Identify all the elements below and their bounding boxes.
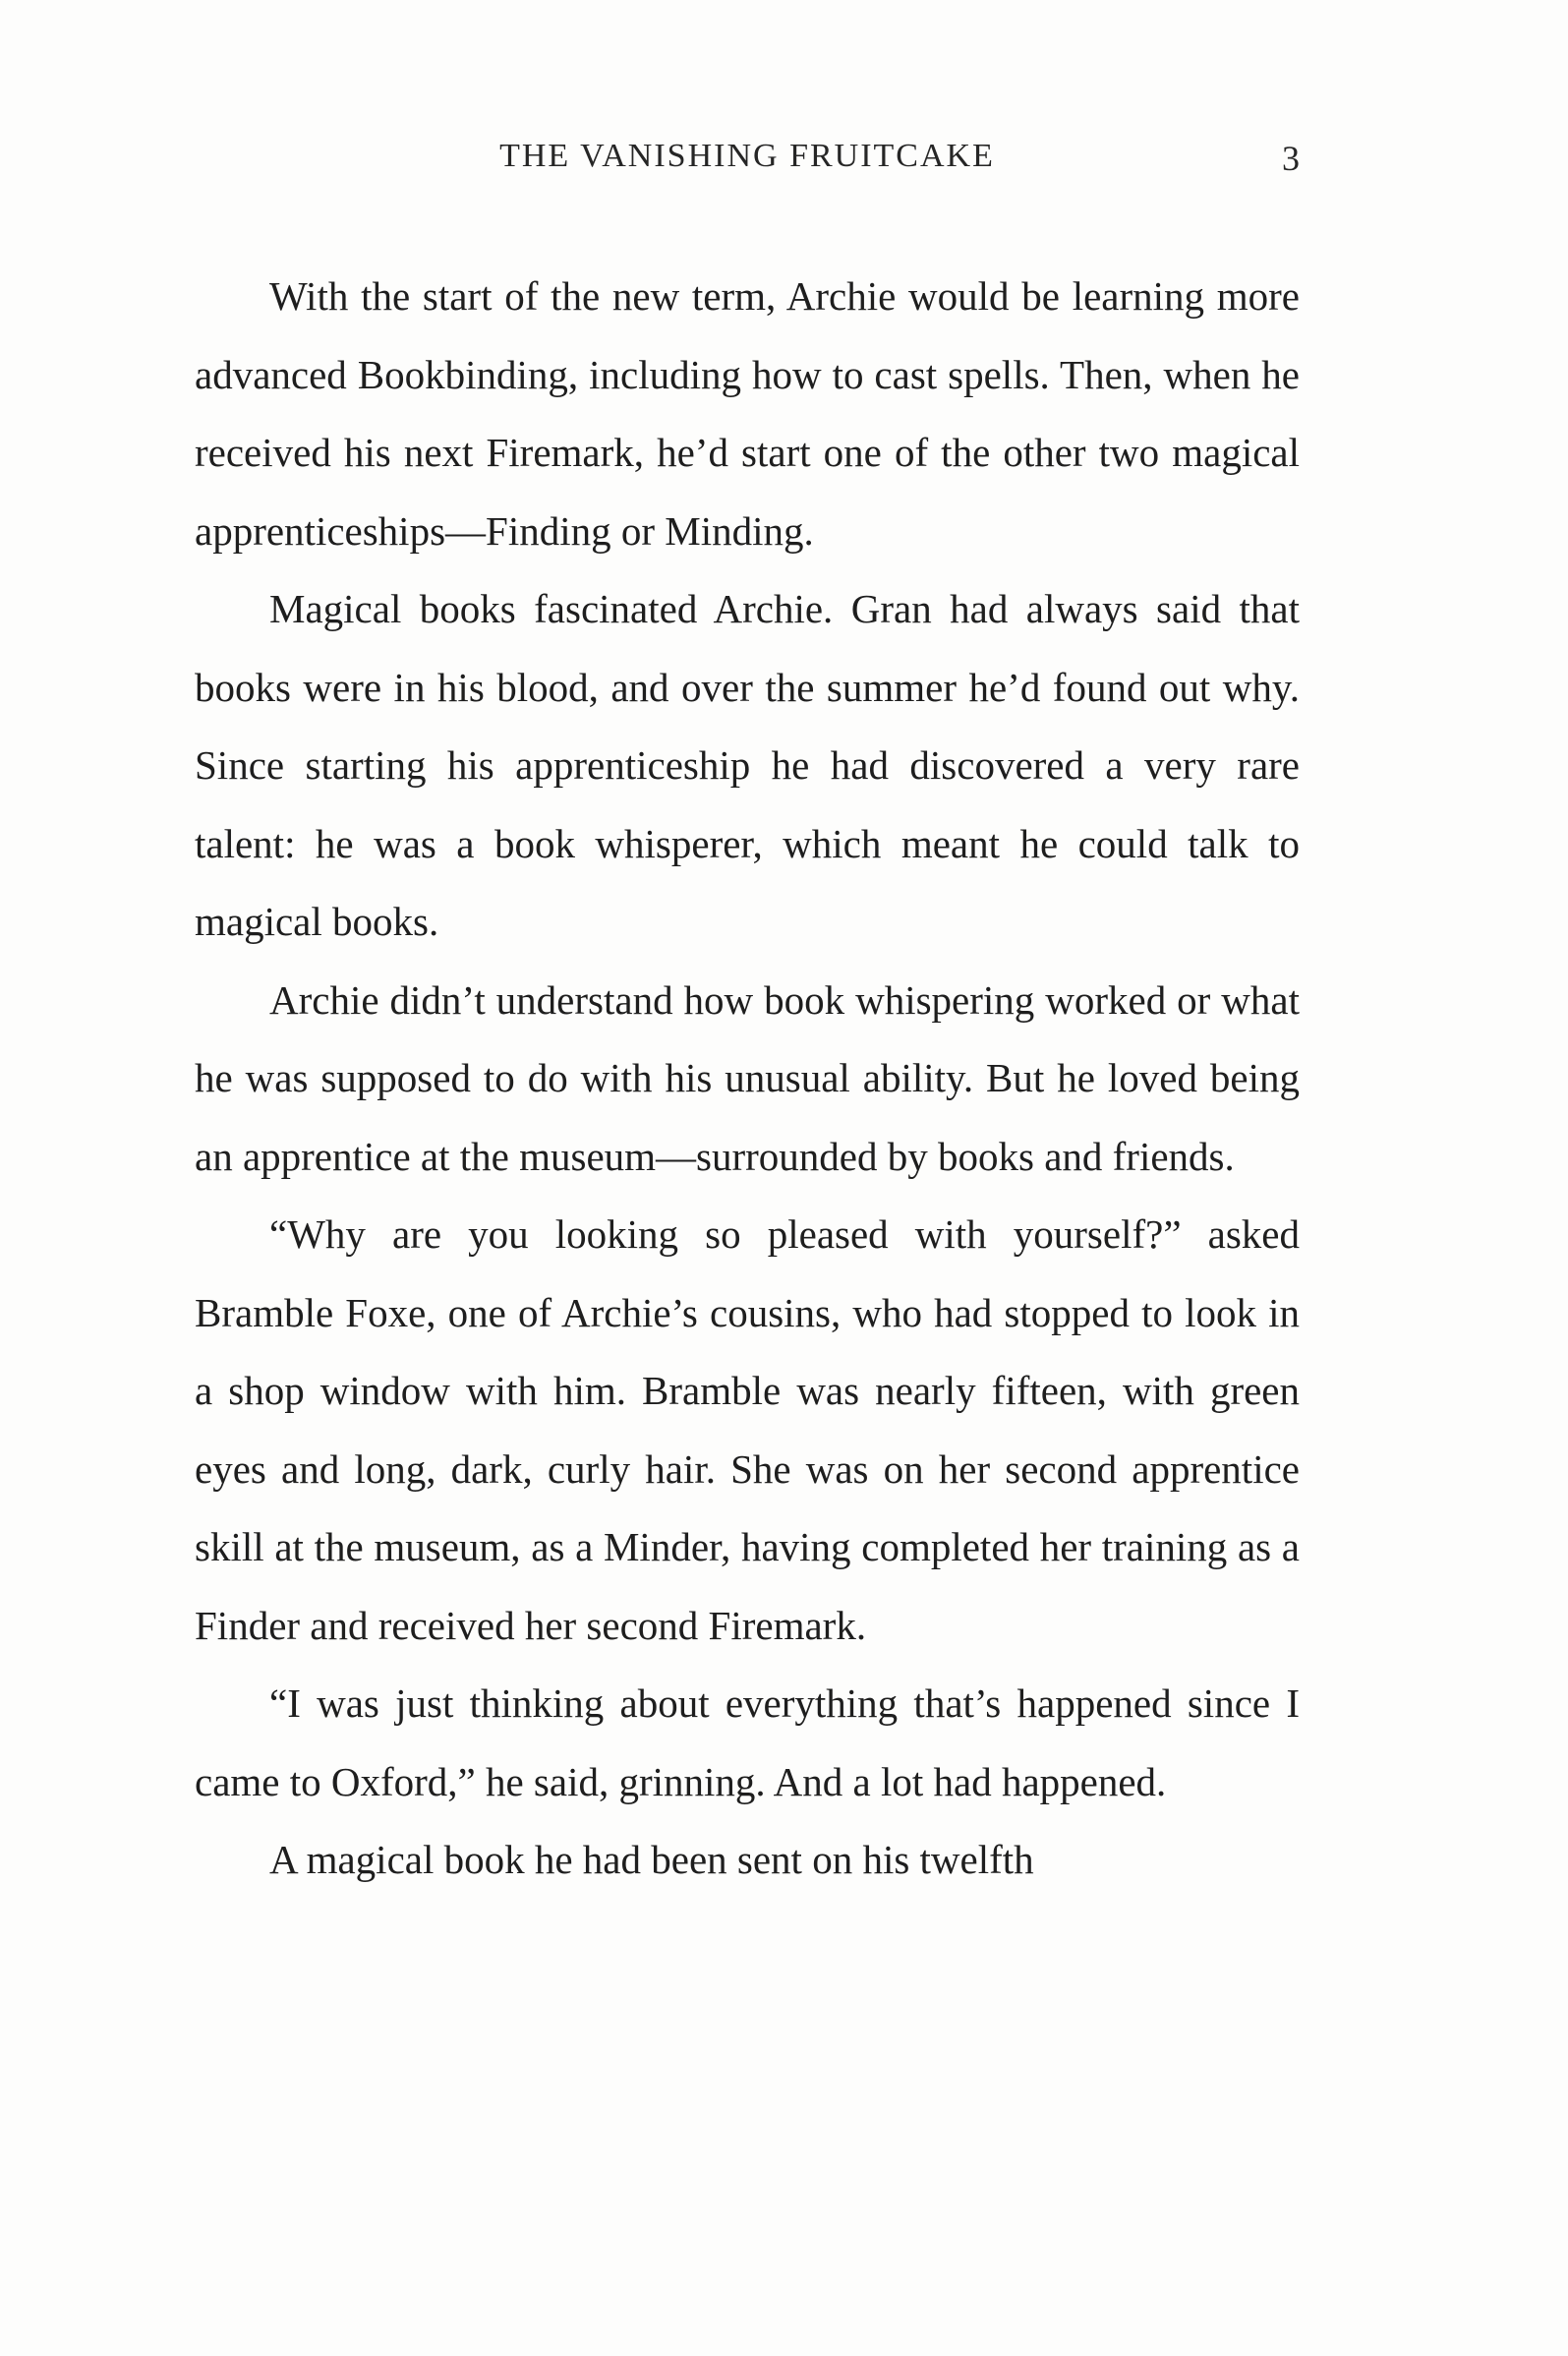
paragraph-2: Magical books fascinated Archie. Gran had always said that books were in his blood, and over the summer he’d found out why. Since starting his apprenticeship he had discovered a very rare talent: he was a book whisperer, which meant he could talk to magical books. bbox=[195, 586, 1300, 944]
paragraph-1: With the start of the new term, Archie would be learning more advanced Bookbinding, including how to cast spells. Then, when he received his next Firemark, he’d start one of the other two magical apprenticeships—Finding or Minding. bbox=[195, 273, 1300, 554]
body-text bbox=[195, 258, 1300, 1900]
paragraph-5: “I was just thinking about everything that’s happened since I came to Oxford,” he said, grinning. And a lot had happened. bbox=[195, 1680, 1300, 1804]
paragraph-3: Archie didn’t understand how book whispering worked or what he was supposed to do with his unusual ability. But he loved being an apprentice at the museum—surrounded by books and friends. bbox=[195, 976, 1300, 1179]
paragraph-6: A magical book he had been sent on his twelfth bbox=[269, 1837, 1034, 1882]
running-title: THE VANISHING FRUITCAKE bbox=[499, 138, 995, 174]
running-head bbox=[195, 138, 1300, 185]
paragraph-4: “Why are you looking so pleased with yourself?” asked Bramble Foxe, one of Archie’s cousins, who had stopped to look in a shop window with him. Bramble was nearly fifteen, with green eyes and long, dark, curly hair. She was on her second apprentice skill at the museum, as a Minder, having completed her training as a Finder and received her second Firemark. bbox=[195, 1211, 1300, 1648]
page-number: 3 bbox=[1282, 139, 1300, 178]
